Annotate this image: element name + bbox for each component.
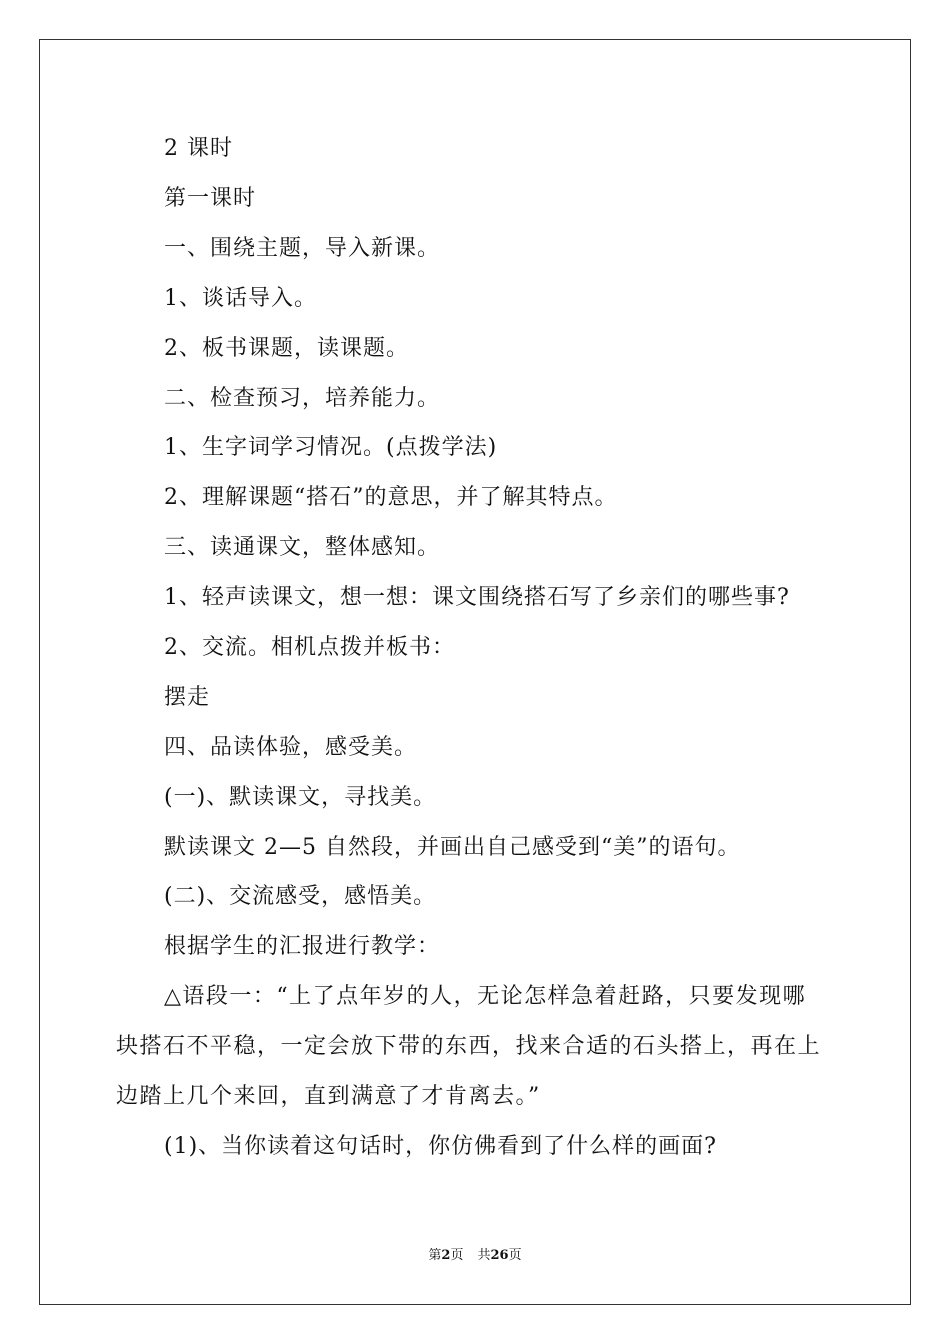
- footer-page-suffix: 页: [450, 1248, 464, 1263]
- footer-total-suffix: 页: [508, 1248, 522, 1263]
- question-line: (1)、当你读着这句话时，你仿佛看到了什么样的画面?: [164, 1134, 717, 1159]
- text-line: 根据学生的汇报进行教学：: [164, 934, 441, 959]
- section-heading-1: 一、围绕主题，导入新课。: [164, 236, 441, 261]
- footer-page-prefix: 第: [428, 1248, 442, 1263]
- text-line-lesson-count: 2 课时: [164, 136, 233, 161]
- quote-paragraph-line: 边踏上几个来回，直到满意了才肯离去。”: [116, 1084, 541, 1109]
- section-heading-2: 二、检查预习，培养能力。: [164, 386, 441, 411]
- text-line: (二)、交流感受，感悟美。: [164, 884, 437, 909]
- page-border: [39, 39, 911, 1305]
- section-heading-4: 四、品读体验，感受美。: [164, 735, 418, 760]
- page-footer: [0, 1247, 950, 1265]
- quote-paragraph-line: 块搭石不平稳，一定会放下带的东西，找来合适的石头搭上，再在上: [116, 1034, 822, 1059]
- text-line: (一)、默读课文，寻找美。: [164, 785, 437, 810]
- text-line: 摆走: [164, 685, 211, 710]
- text-line: 2、理解课题“搭石”的意思，并了解其特点。: [164, 485, 618, 510]
- text-line: 1、谈话导入。: [164, 286, 317, 311]
- text-line-first-lesson: 第一课时: [164, 186, 257, 211]
- text-line: 1、生字词学习情况。(点拨学法): [164, 435, 498, 460]
- footer-total-number: 26: [490, 1248, 509, 1263]
- footer-total-prefix: 共: [477, 1248, 491, 1263]
- text-line: 默读课文 2—5 自然段，并画出自己感受到“美”的语句。: [164, 835, 741, 860]
- text-line: 2、板书课题，读课题。: [164, 336, 409, 361]
- section-heading-3: 三、读通课文，整体感知。: [164, 535, 441, 560]
- text-line: 1、轻声读课文，想一想：课文围绕搭石写了乡亲们的哪些事?: [164, 585, 790, 610]
- footer-page-number: 2: [441, 1248, 451, 1263]
- text-line: 2、交流。相机点拨并板书：: [164, 635, 455, 660]
- quote-paragraph-line: △语段一：“上了点年岁的人，无论怎样急着赶路，只要发现哪: [164, 984, 807, 1009]
